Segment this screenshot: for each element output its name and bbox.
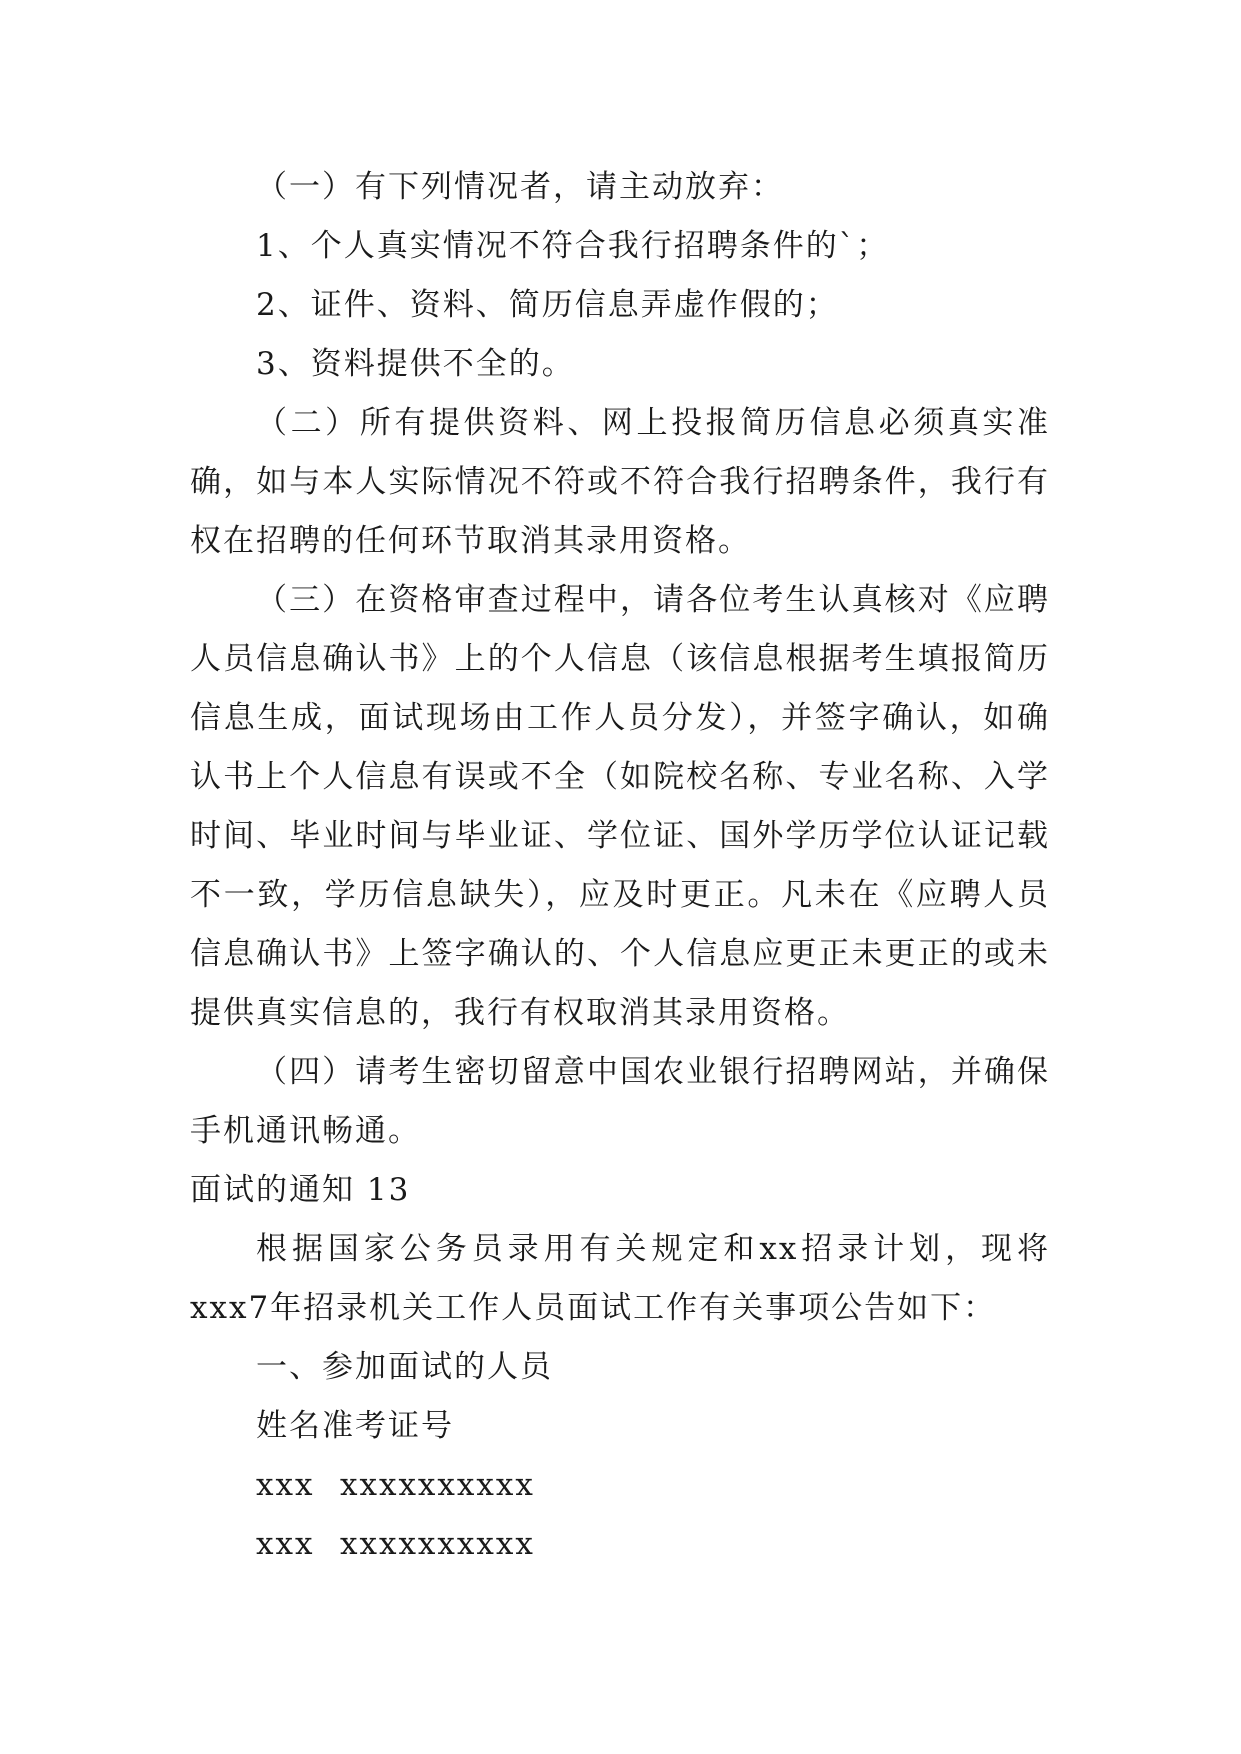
section-heading: 面试的通知 13 [190,1172,411,1208]
clause-4: （四）请考生密切留意中国农业银行招聘网站，并确保手机通讯畅通。 [190,1054,1050,1149]
clause-2: （二）所有提供资料、网上投报简历信息必须真实准确，如与本人实际情况不符或不符合我行招聘条件，我行有权在招聘的任何环节取消其录用资格。 [190,405,1050,559]
notice-intro: 根据国家公务员录用有关规定和xx招录计划，现将xxx7年招录机关工作人员面试工作有关事项公告如下： [190,1231,1050,1326]
table-row [190,1456,1050,1515]
clause-1-item-2: 2、证件、资料、简历信息弄虚作假的； [256,287,839,323]
exam-number: xxxxxxxxxx [340,1526,535,1562]
exam-number: xxxxxxxxxx [340,1467,535,1503]
sub-heading: 一、参加面试的人员 [256,1349,553,1385]
candidate-name: xxx [256,1526,315,1562]
clause-1-item-3: 3、资料提供不全的。 [256,346,575,382]
candidate-name: xxx [256,1467,315,1503]
table-header: 姓名准考证号 [256,1408,454,1444]
table-row [190,1515,1050,1574]
clause-1-item-1: 1、个人真实情况不符合我行招聘条件的`； [256,228,890,264]
clause-3: （三）在资格审查过程中，请各位考生认真核对《应聘人员信息确认书》上的个人信息（该信息根据考生填报简历信息生成，面试现场由工作人员分发），并签字确认，如确认书上个人信息有误或不全（如院校名称、专业名称、入学时间、毕业时间与毕业证、学位证、国外学历学位认证记载不一致，学历信息缺失），应及时更正。凡未在《应聘人员信息确认书》上签字确认的、个人信息应更正未更正的或未提供真实信息的，我行有权取消其录用资格。 [190,582,1050,1031]
clause-1-heading: （一）有下列情况者，请主动放弃： [256,169,784,205]
document-body [190,158,1050,1574]
